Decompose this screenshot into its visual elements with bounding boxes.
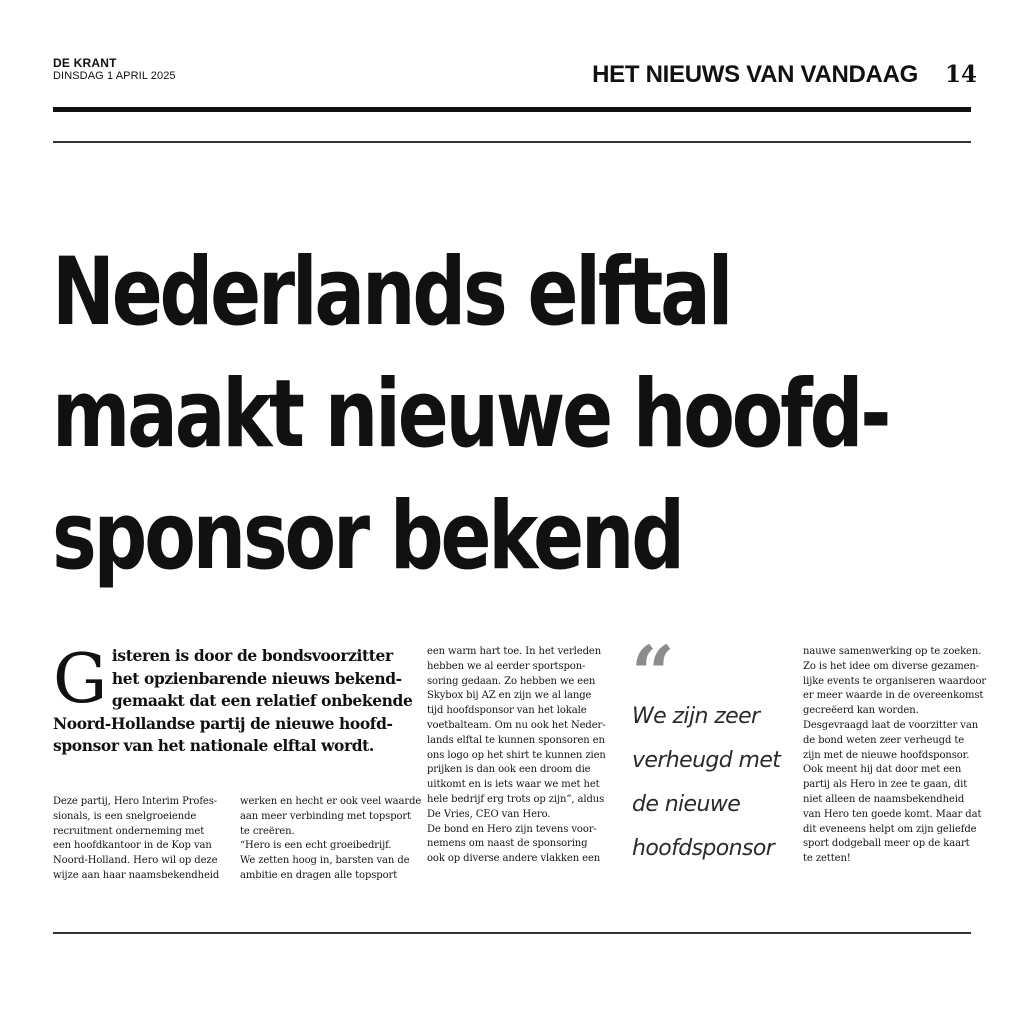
- body-line: lands elftal te kunnen sponsoren en: [427, 734, 605, 746]
- body-line: van Hero ten goede komt. Maar dat: [803, 808, 982, 820]
- body-line: Desgevraagd laat de voorzitter van: [803, 719, 979, 731]
- header-rule-thick: [53, 107, 971, 112]
- body-column-2: [240, 795, 422, 884]
- body-line: Ook meent hij dat door met een: [803, 764, 962, 776]
- body-line: We zetten hoog in, barsten van de: [240, 855, 410, 867]
- section-title: HET NIEUWS VAN VANDAAG: [592, 61, 918, 88]
- body-line: Noord-Holland. Hero wil op deze: [53, 855, 218, 867]
- body-line: Skybox bij AZ en zijn we al lange: [427, 690, 592, 702]
- masthead-left: [53, 57, 176, 83]
- body-line: gecreëerd kan worden.: [803, 705, 919, 717]
- quote-mark-icon: “: [631, 629, 675, 718]
- body-line: De Vries, CEO van Hero.: [427, 808, 551, 820]
- pull-quote-line: de nieuwe: [632, 792, 741, 817]
- body-line: te creëren.: [240, 825, 295, 837]
- body-column-3: [427, 645, 606, 867]
- drop-cap: G: [53, 640, 107, 719]
- body-line: aan meer verbinding met topsport: [240, 810, 412, 822]
- lead-line: het opzienbarende nieuws bekend-: [111, 668, 402, 688]
- body-line: werken en hecht er ook veel waarde: [240, 796, 422, 807]
- body-line: hele bedrijf erg trots op zijn”, aldus: [427, 793, 605, 805]
- body-line: er meer waarde in de overeenkomst: [803, 690, 984, 702]
- body-line: de bond weten zeer verheugd te: [803, 734, 965, 746]
- headline-line: Nederlands elftal: [52, 238, 731, 347]
- body-line: “Hero is een echt groeibedrijf.: [240, 840, 392, 852]
- header-rule-thin: [53, 141, 971, 143]
- body-line: niet alleen de naamsbekendheid: [803, 793, 965, 805]
- headline-line: maakt nieuwe hoofd-: [52, 360, 889, 469]
- body-line: uitkomt en is iets waar we met het: [427, 779, 600, 791]
- body-line: recruitment onderneming met: [53, 825, 205, 837]
- body-line: te zetten!: [803, 853, 851, 865]
- body-line: ons logo op het shirt te kunnen zien: [427, 749, 606, 761]
- body-line: nemens om naast de sponsoring: [427, 838, 588, 850]
- body-line: tijd hoofdsponsor van het lokale: [427, 705, 587, 717]
- body-line: dit eveneens helpt om zijn geliefde: [803, 823, 977, 835]
- body-line: hebben we al eerder sportspon-: [427, 660, 586, 672]
- body-line: Deze partij, Hero Interim Profes-: [53, 796, 218, 807]
- pull-quote: [632, 695, 802, 871]
- body-line: sionals, is een snelgroeiende: [53, 810, 197, 822]
- body-line: Zo is het idee om diverse gezamen-: [803, 660, 980, 672]
- pull-quote-line: verheugd met: [632, 748, 781, 773]
- pull-quote-line: We zijn zeer: [632, 704, 760, 729]
- body-line: wijze aan haar naamsbekendheid: [53, 869, 220, 881]
- body-line: partij als Hero in zee te gaan, dit: [803, 779, 968, 791]
- page-number: 14: [944, 61, 977, 88]
- headline: [52, 232, 889, 598]
- body-line: ook op diverse andere vlakken een: [427, 853, 601, 865]
- paper-name: DE KRANT: [53, 56, 117, 70]
- headline-line: sponsor bekend: [52, 482, 682, 591]
- body-line: sport dodgeball meer op de kaart: [803, 838, 970, 850]
- publication-date: DINSDAG 1 APRIL 2025: [53, 70, 176, 82]
- body-line: ambitie en dragen alle topsport: [240, 869, 398, 881]
- lead-line: Noord-Hollandse partij de nieuwe hoofd-: [53, 713, 393, 733]
- lead-paragraph: [53, 640, 413, 758]
- pull-quote-line: hoofdsponsor: [632, 836, 775, 861]
- body-line: lijke events te organiseren waardoor: [803, 675, 987, 687]
- lead-line: isteren is door de bondsvoorzitter: [111, 646, 393, 665]
- body-column-1: [53, 795, 225, 884]
- body-line: voetbalteam. Om nu ook het Neder-: [427, 719, 606, 731]
- body-line: zijn met de nieuwe hoofdsponsor.: [803, 749, 970, 761]
- body-column-4: [803, 645, 987, 867]
- body-line: De bond en Hero zijn tevens voor-: [427, 823, 597, 835]
- body-line: een warm hart toe. In het verleden: [427, 646, 602, 657]
- body-line: een hoofdkantoor in de Kop van: [53, 840, 212, 852]
- body-line: nauwe samenwerking op te zoeken.: [803, 646, 982, 657]
- lead-line: sponsor van het nationale elftal wordt.: [53, 736, 374, 755]
- body-line: soring gedaan. Zo hebben we een: [427, 675, 596, 687]
- body-line: prijken is dan ook een droom die: [427, 764, 591, 776]
- lead-line: gemaakt dat een relatief onbekende: [111, 691, 413, 710]
- footer-rule: [53, 932, 971, 934]
